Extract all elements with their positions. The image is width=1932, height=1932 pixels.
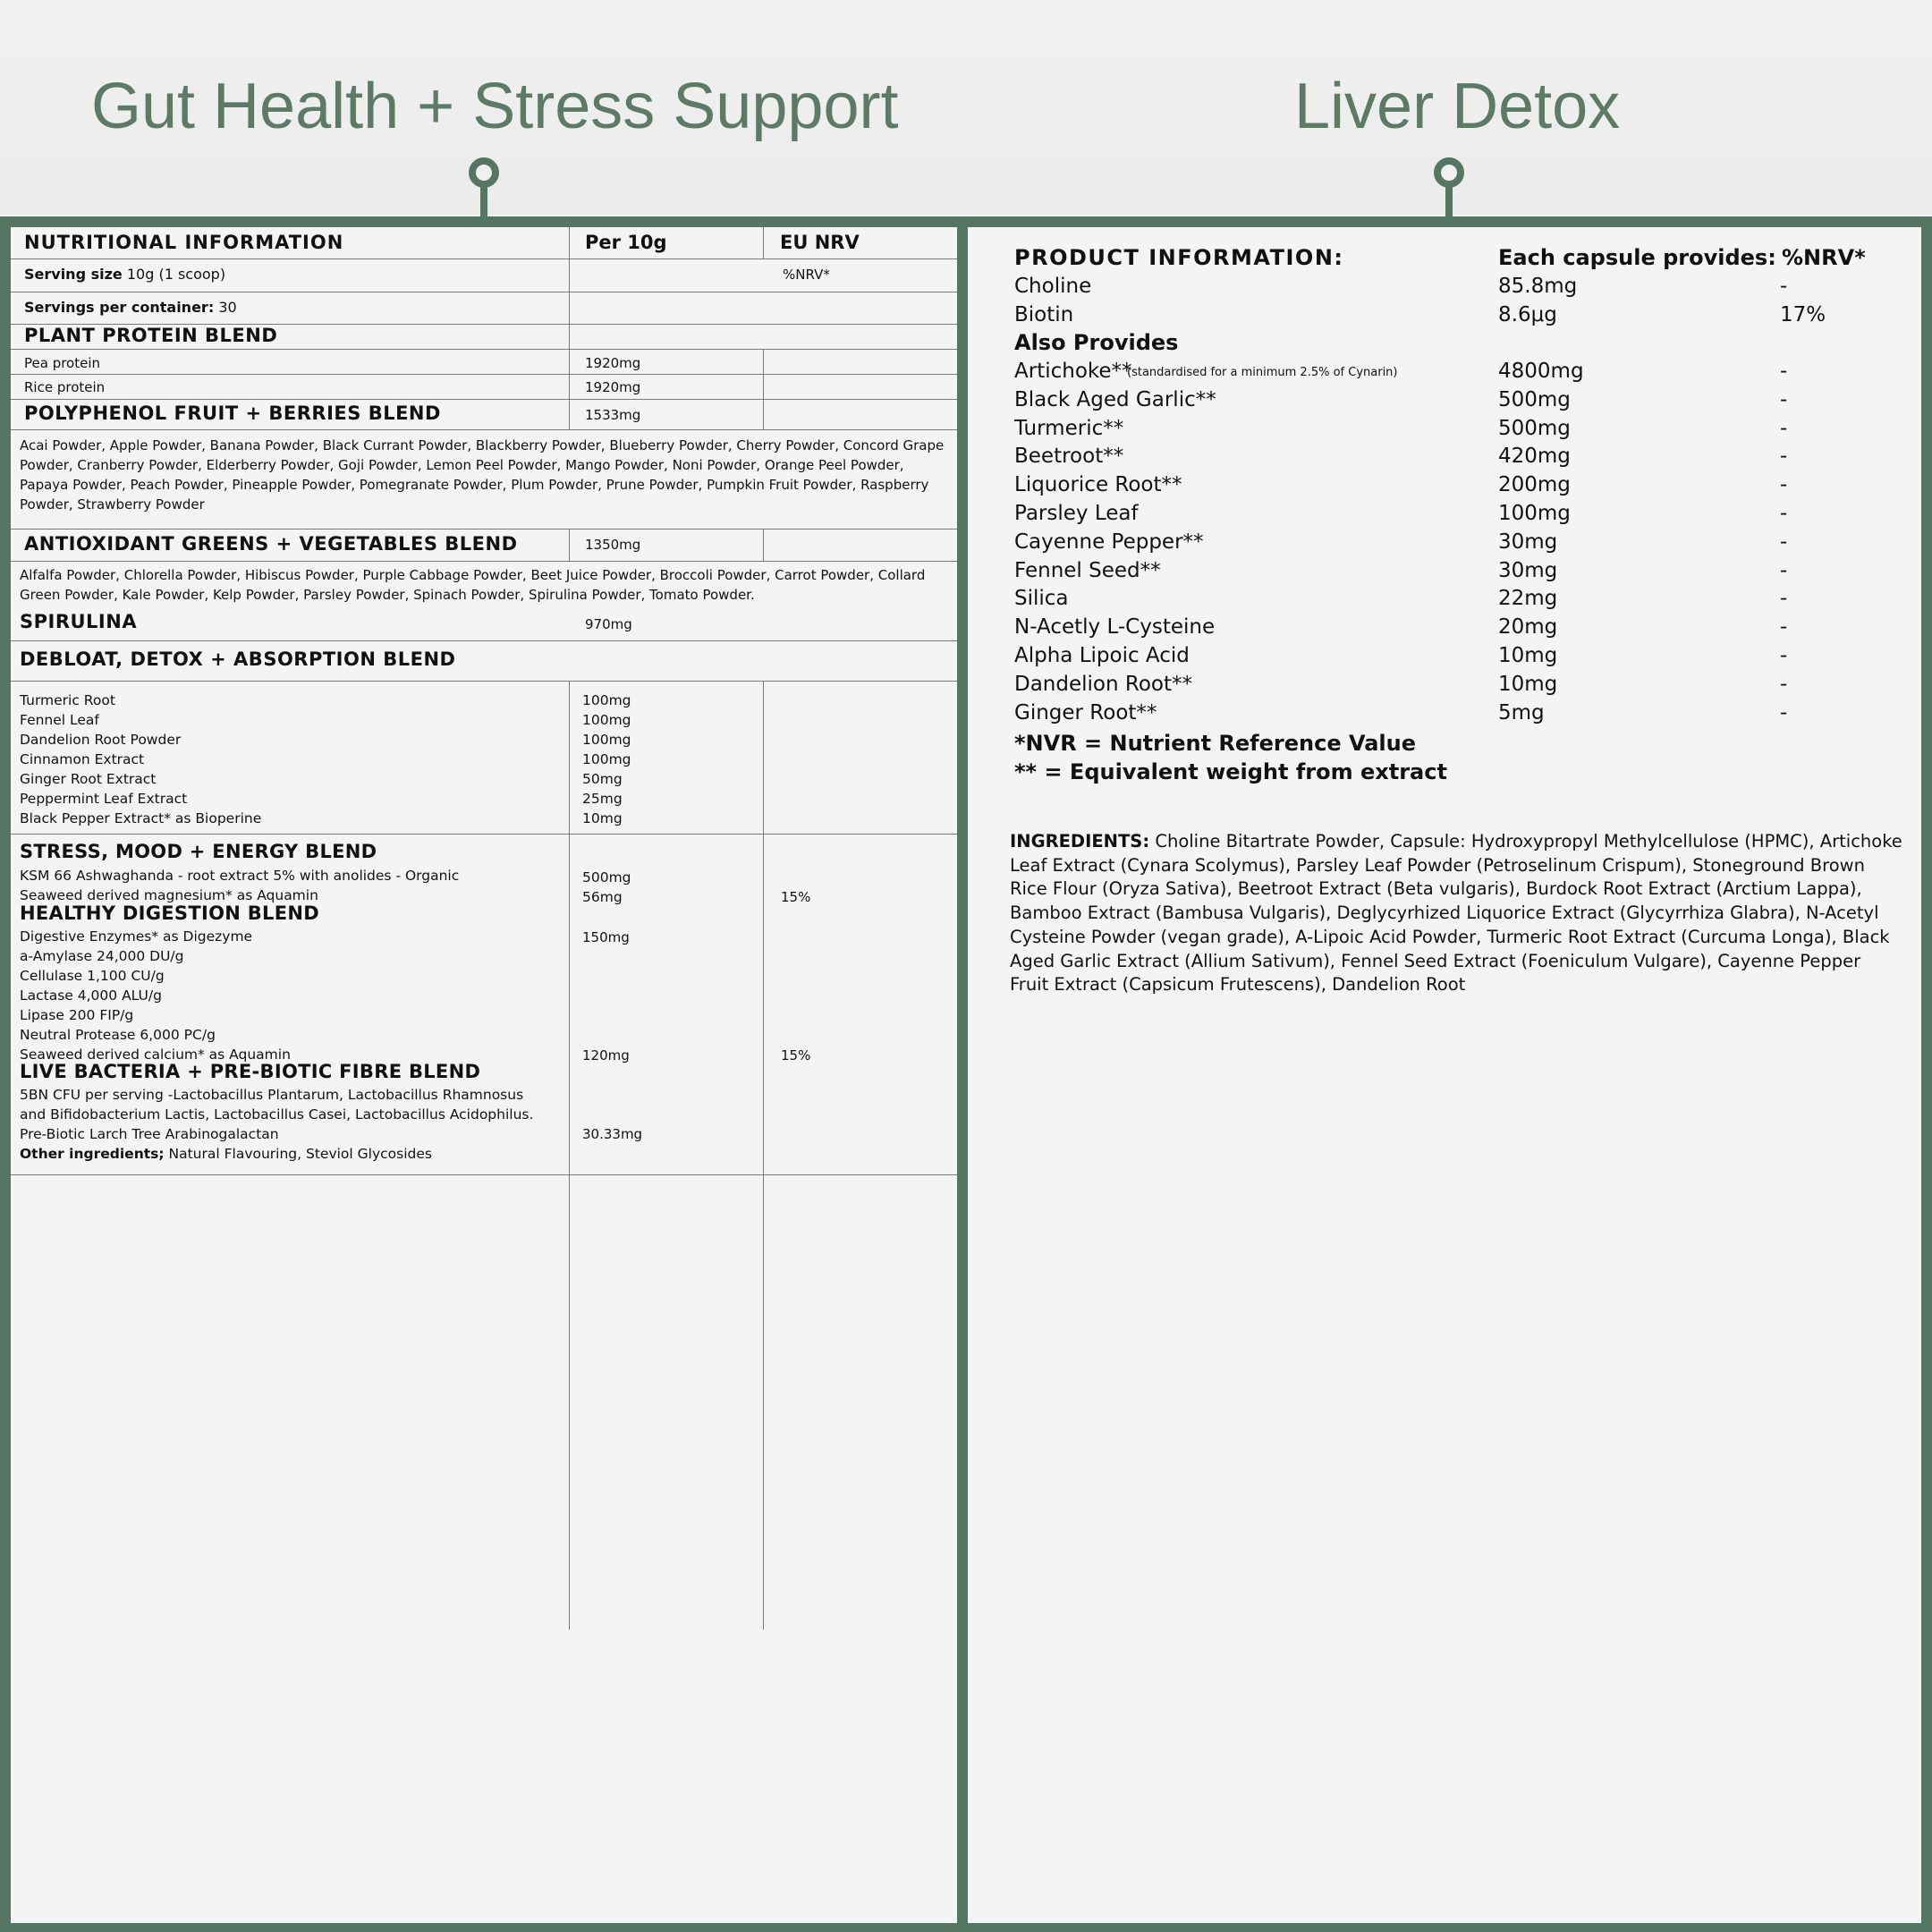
- header-each-capsule: Each capsule provides:: [1498, 245, 1776, 270]
- pea-protein-row: [11, 349, 957, 375]
- product-name-note: (standardised for a minimum 2.5% of Cynarin): [1127, 366, 1398, 379]
- product-nrv: -: [1780, 275, 1788, 298]
- digestion-heading: HEALTHY DIGESTION BLEND: [20, 902, 319, 924]
- polyphenol-heading-row: [11, 400, 957, 430]
- product-nrv: -: [1780, 700, 1788, 724]
- also-provides-row: [968, 328, 1921, 357]
- product-nrv: -: [1780, 445, 1788, 469]
- antioxidant-heading-row: [11, 530, 957, 562]
- stress-amount-1: 500mg: [582, 869, 631, 886]
- product-amount: 20mg: [1498, 615, 1558, 640]
- ingredients-paragraph: [1010, 830, 1904, 997]
- product-nrv: -: [1780, 644, 1788, 667]
- servings-label: Servings per container:: [24, 299, 215, 316]
- product-nrv: -: [1780, 530, 1788, 554]
- stress-nrv: 15%: [781, 889, 811, 905]
- column-divider: [763, 400, 764, 430]
- product-amount: 420mg: [1498, 445, 1571, 469]
- product-amount: 10mg: [1498, 644, 1558, 667]
- debloat-item-name: Fennel Leaf: [20, 712, 99, 728]
- debloat-item-amount: 100mg: [582, 751, 631, 767]
- live-bacteria-line: and Bifidobacterium Lactis, Lactobacillus Casei, Lactobacillus Acidophilus.: [20, 1106, 534, 1123]
- rice-protein-row: [11, 375, 957, 400]
- right-pin-stem: [1445, 186, 1453, 220]
- product-nrv: -: [1780, 587, 1788, 611]
- product-row: [968, 584, 1921, 613]
- product-amount: 85.8mg: [1498, 275, 1578, 298]
- header-per-10g: Per 10g: [585, 232, 667, 253]
- product-name: Parsley Leaf: [1014, 502, 1139, 525]
- antioxidant-ingredient-list: Alfalfa Powder, Chlorella Powder, Hibiscus Powder, Purple Cabbage Powder, Beet Juice Powder, Broccoli Powder, Carrot Powder, Collard Green Powder, Kale Powder, Kelp Powder, Parsley Powder, Spinach Powder, Spirulina Powder, Tomato Powder.: [20, 567, 926, 603]
- debloat-item-name: Dandelion Root Powder: [20, 732, 182, 748]
- product-amount: 5mg: [1498, 700, 1545, 724]
- servings-value: 30: [218, 299, 237, 316]
- product-row-biotin: [968, 301, 1921, 329]
- right-pin-icon: [1434, 157, 1464, 188]
- live-bacteria-line: Pre-Biotic Larch Tree Arabinogalactan: [20, 1126, 279, 1142]
- spirulina-label: SPIRULINA: [20, 611, 138, 632]
- also-provides-heading: Also Provides: [1014, 330, 1179, 355]
- polyphenol-ingredient-list: Acai Powder, Apple Powder, Banana Powder, Black Currant Powder, Blackberry Powder, Blueberry Powder, Cherry Powder, Concord Grape Powder, Cranberry Powder, Elderberry Powder, Goji Powder, Lemon Peel Powder, Mango Powder, Noni Powder, Orange Peel Powder, Papaya Powder, Peach Powder, Pineapple Powder, Pomegranate Powder, Plum Powder, Prune Powder, Pumpkin Fruit Powder, Raspberry Powder, Strawberry Powder: [20, 437, 945, 513]
- other-ingredients-label: Other ingredients;: [20, 1146, 165, 1162]
- product-nrv: -: [1780, 558, 1788, 582]
- product-row: [968, 556, 1921, 585]
- pea-protein-amount: 1920mg: [585, 355, 641, 371]
- product-name: Cayenne Pepper**: [1014, 530, 1204, 554]
- header-product-information: PRODUCT INFORMATION:: [1014, 245, 1344, 270]
- other-ingredients-value: Natural Flavouring, Steviol Glycosides: [168, 1146, 432, 1162]
- product-row-choline: [968, 272, 1921, 301]
- product-name: Biotin: [1014, 303, 1074, 326]
- digestion-line: Neutral Protease 6,000 PC/g: [20, 1027, 216, 1043]
- product-amount: 500mg: [1498, 416, 1571, 440]
- ingredients-label: INGREDIENTS:: [1010, 831, 1150, 852]
- digestion-line: Cellulase 1,100 CU/g: [20, 968, 165, 984]
- debloat-item-amounts: [582, 691, 631, 828]
- debloat-item-names: [20, 691, 261, 828]
- debloat-heading-row: [11, 641, 957, 682]
- left-pin-stem: [480, 186, 487, 220]
- product-row: [968, 699, 1921, 727]
- live-bacteria-line: 5BN CFU per serving -Lactobacillus Plantarum, Lactobacillus Rhamnosus: [20, 1087, 524, 1103]
- ingredients-text: Choline Bitartrate Powder, Capsule: Hydroxypropyl Methylcellulose (HPMC), Artichoke Leaf Extract (Cynara Scolymus), Parsley Leaf Powder (Petroselinum Crispum), Stoneground Brown Rice Flour (Oryza Sativa), Beetroot Extract (Beta vulgaris), Burdock Root Extract (Arctium Lappa), Bamboo Extract (Bambusa Vulgaris), Deglycyrhized Liquorice Extract (Glycyrrhiza Glabra), N-Acetyl Cysteine Powder (vegan grade), A-Lipoic Acid Powder, Turmeric Root Extract (Curcuma Longa), Black Aged Garlic Extract (Allium Sativum), Fennel Seed Extract (Foeniculum Vulgare), Cayenne Pepper Fruit Extract (Capsicum Frutescens), Dandelion Root: [1010, 831, 1902, 996]
- serving-size: [24, 265, 225, 284]
- product-nrv: -: [1780, 615, 1788, 640]
- product-info-panel: [968, 227, 1921, 1923]
- left-section-title: Gut Health + Stress Support: [91, 71, 899, 142]
- antioxidant-heading: ANTIOXIDANT GREENS + VEGETABLES BLEND: [24, 533, 518, 555]
- product-amount: 500mg: [1498, 387, 1571, 411]
- product-amount: 100mg: [1498, 502, 1571, 525]
- serving-size-label: Serving size: [24, 266, 123, 283]
- product-name: Silica: [1014, 587, 1069, 611]
- stress-amounts: [582, 868, 631, 907]
- stress-amount-2: 56mg: [582, 889, 623, 905]
- debloat-item-name: Peppermint Leaf Extract: [20, 791, 188, 807]
- antioxidant-list-row: [11, 562, 957, 641]
- polyphenol-list-row: [11, 430, 957, 530]
- product-row: [968, 613, 1921, 641]
- product-nrv: 17%: [1780, 303, 1826, 326]
- product-amount: 200mg: [1498, 473, 1571, 497]
- product-name: Turmeric**: [1014, 416, 1124, 440]
- stress-line-ashwaghanda: KSM 66 Ashwaghanda - root extract 5% with anolides - Organic: [20, 868, 460, 884]
- product-nrv: -: [1780, 473, 1788, 497]
- stress-line-magnesium: Seaweed derived magnesium* as Aquamin: [20, 887, 318, 903]
- servings-row: [11, 292, 957, 325]
- debloat-item-amount: 25mg: [582, 791, 623, 807]
- plant-protein-heading: PLANT PROTEIN BLEND: [24, 325, 278, 346]
- stress-heading: STRESS, MOOD + ENERGY BLEND: [20, 841, 377, 862]
- digestion-enzymes-amount: 150mg: [582, 929, 630, 945]
- rice-protein-name: Rice protein: [24, 379, 106, 395]
- debloat-item-name: Cinnamon Extract: [20, 751, 145, 767]
- product-row: [968, 499, 1921, 528]
- product-name: Alpha Lipoic Acid: [1014, 644, 1190, 667]
- larch-amount: 30.33mg: [582, 1126, 643, 1142]
- left-pin-icon: [469, 157, 499, 188]
- product-row: [968, 528, 1921, 556]
- product-amount: 10mg: [1498, 672, 1558, 696]
- product-nrv: -: [1780, 502, 1788, 525]
- digestion-line: Lipase 200 FIP/g: [20, 1007, 134, 1023]
- digestion-line: Seaweed derived calcium* as Aquamin: [20, 1046, 291, 1063]
- product-row: [968, 357, 1921, 386]
- digestion-line: Digestive Enzymes* as Digezyme: [20, 928, 253, 945]
- debloat-item-amount: 100mg: [582, 692, 631, 708]
- debloat-item-name: Black Pepper Extract* as Bioperine: [20, 810, 262, 826]
- polyphenol-heading: POLYPHENOL FRUIT + BERRIES BLEND: [24, 402, 441, 424]
- product-info-header: [968, 243, 1921, 272]
- product-row: [968, 470, 1921, 499]
- debloat-item-amount: 50mg: [582, 771, 623, 787]
- debloat-items-row: [11, 682, 957, 835]
- serving-size-row: [11, 259, 957, 292]
- product-row: [968, 442, 1921, 470]
- other-ingredients: [20, 1144, 533, 1164]
- product-name: Liquorice Root**: [1014, 473, 1182, 497]
- product-amount: 22mg: [1498, 587, 1558, 611]
- header-nutritional-info: NUTRITIONAL INFORMATION: [24, 232, 344, 253]
- servings-per-container: [24, 298, 237, 318]
- product-row: [968, 414, 1921, 443]
- debloat-item-name: Turmeric Root: [20, 692, 115, 708]
- product-name: Artichoke**: [1014, 360, 1132, 383]
- live-bacteria-heading: LIVE BACTERIA + PRE-BIOTIC FIBRE BLEND: [20, 1061, 481, 1082]
- product-amount: 8.6μg: [1498, 303, 1557, 326]
- digestion-line: Lactase 4,000 ALU/g: [20, 987, 162, 1004]
- table-header-row: [11, 227, 957, 259]
- header-eu-nrv: EU NRV: [780, 232, 860, 253]
- nrv-footnote: *NVR = Nutrient Reference Value: [1014, 731, 1416, 756]
- digestion-lines: [20, 927, 291, 1064]
- product-name: Ginger Root**: [1014, 700, 1157, 724]
- product-name: Beetroot**: [1014, 445, 1124, 469]
- product-nrv: -: [1780, 416, 1788, 440]
- product-amount: 30mg: [1498, 530, 1558, 554]
- plant-protein-heading-row: [11, 325, 957, 349]
- digestion-calcium-nrv: 15%: [781, 1047, 811, 1063]
- product-name: Fennel Seed**: [1014, 558, 1161, 582]
- product-name: Dandelion Root**: [1014, 672, 1192, 696]
- live-bacteria-lines: [20, 1085, 533, 1164]
- product-amount: 30mg: [1498, 558, 1558, 582]
- extract-footnote: ** = Equivalent weight from extract: [1014, 759, 1447, 784]
- debloat-item-amount: 10mg: [582, 810, 623, 826]
- product-nrv: -: [1780, 387, 1788, 411]
- stress-lines: [20, 866, 459, 905]
- debloat-item-amount: 100mg: [582, 712, 631, 728]
- product-row: [968, 641, 1921, 670]
- debloat-item-amount: 100mg: [582, 732, 631, 748]
- stress-digestion-bacteria-block: [11, 835, 957, 1175]
- product-row: [968, 670, 1921, 699]
- product-name: Black Aged Garlic**: [1014, 387, 1216, 411]
- rice-protein-amount: 1920mg: [585, 379, 641, 395]
- product-name: Choline: [1014, 275, 1092, 298]
- product-nrv: -: [1780, 672, 1788, 696]
- polyphenol-amount: 1533mg: [585, 407, 641, 423]
- product-amount: 4800mg: [1498, 360, 1584, 383]
- product-row: [968, 386, 1921, 414]
- product-name: N-Acetly L-Cysteine: [1014, 615, 1216, 640]
- nrv-note: %NRV*: [783, 267, 830, 283]
- nutrition-table-panel: [11, 227, 957, 1923]
- right-section-title: Liver Detox: [1294, 71, 1621, 142]
- spirulina-amount: 970mg: [585, 616, 632, 632]
- debloat-heading: DEBLOAT, DETOX + ABSORPTION BLEND: [20, 648, 456, 670]
- debloat-item-name: Ginger Root Extract: [20, 771, 157, 787]
- product-nrv: -: [1780, 360, 1788, 383]
- antioxidant-amount: 1350mg: [585, 537, 641, 553]
- header-nrv: %NRV*: [1782, 245, 1866, 270]
- serving-size-value: 10g (1 scoop): [126, 266, 226, 283]
- pea-protein-name: Pea protein: [24, 355, 101, 371]
- digestion-calcium-amount: 120mg: [582, 1047, 630, 1063]
- digestion-line: a-Amylase 24,000 DU/g: [20, 948, 184, 964]
- column-divider: [569, 400, 570, 430]
